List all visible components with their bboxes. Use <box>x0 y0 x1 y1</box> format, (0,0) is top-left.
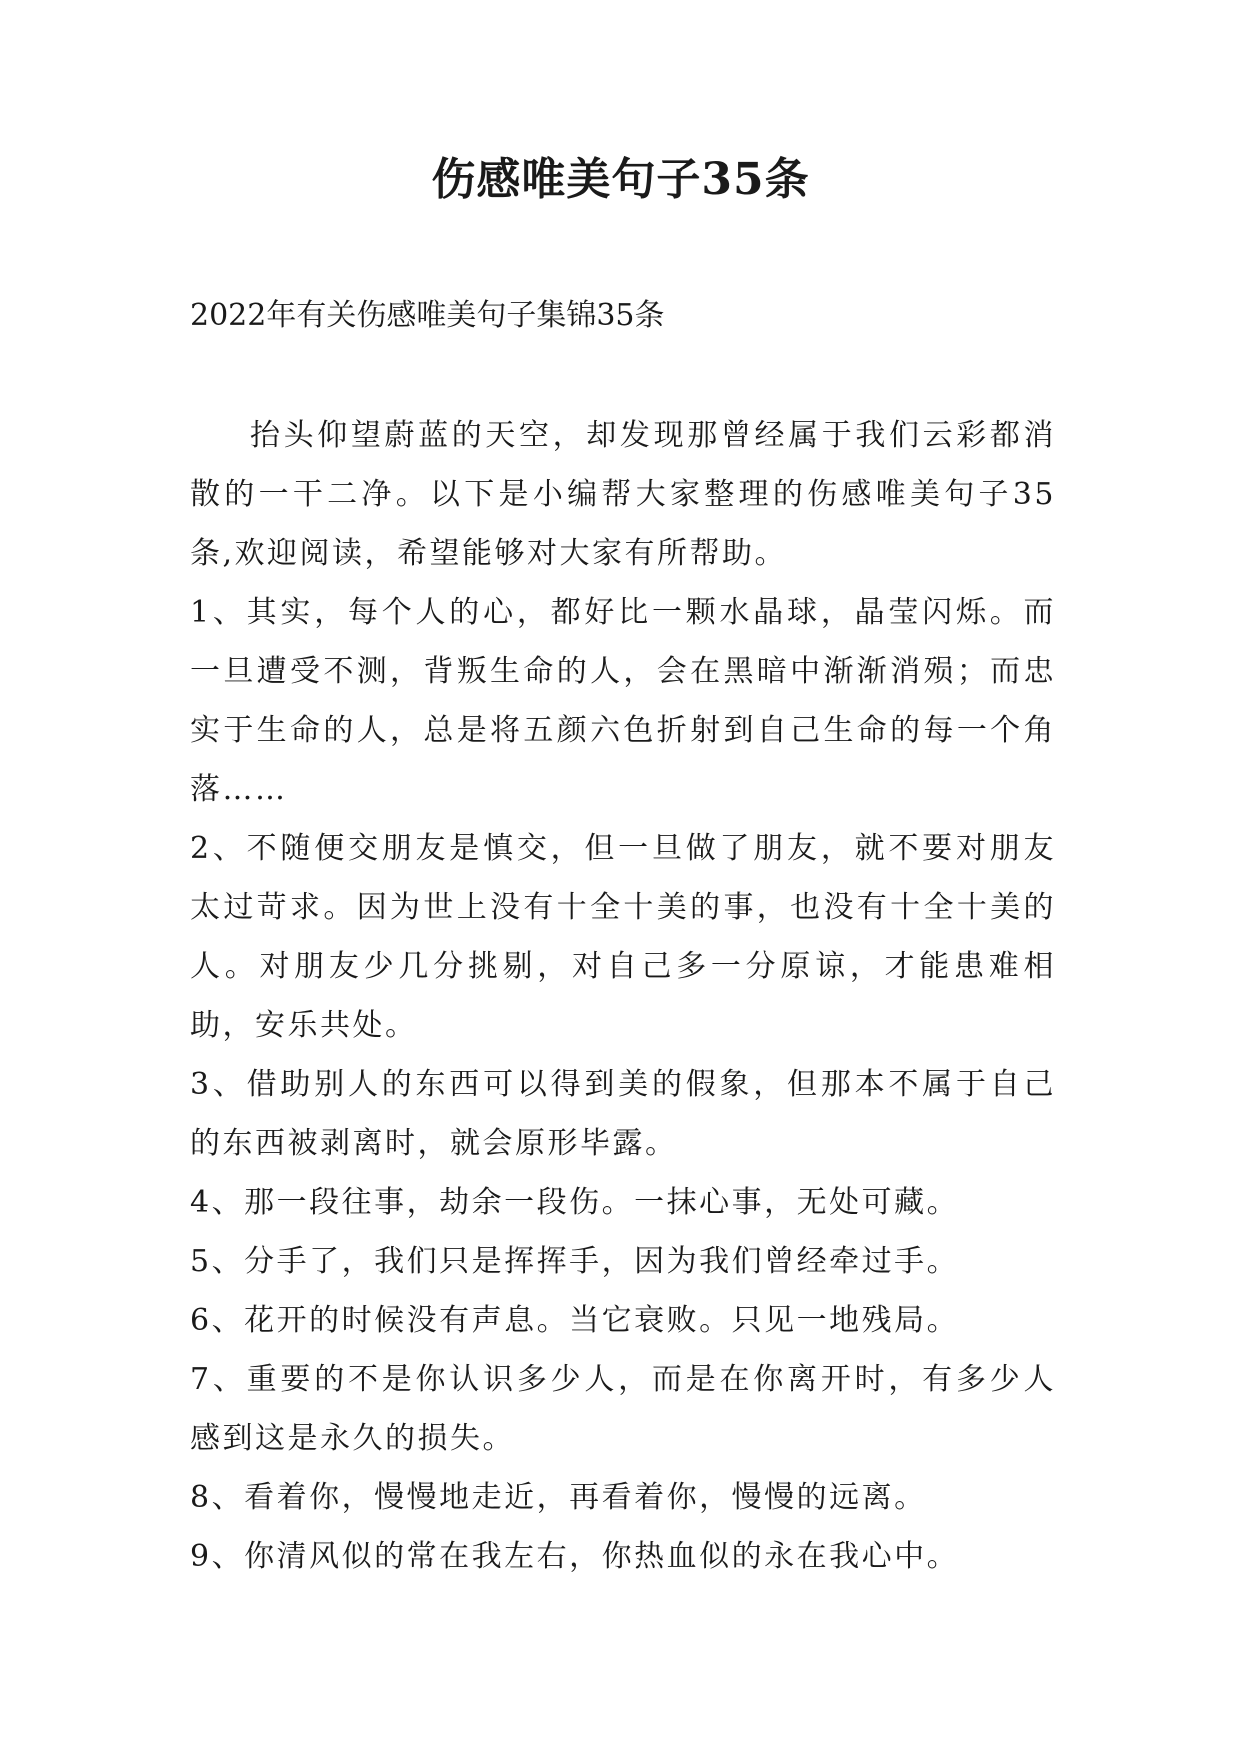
document-title: 伤感唯美句子35条 <box>431 154 810 205</box>
list-item: 5、分手了，我们只是挥挥手，因为我们曾经牵过手。 <box>190 1244 960 1279</box>
list-item: 1、其实，每个人的心，都好比一颗水晶球，晶莹闪烁。而一旦遭受不测，背叛生命的人，会在黑暗中渐渐消殒；而忠实于生命的人，总是将五颜六色折射到自己生命的每一个角落…… <box>190 595 1056 807</box>
list-item: 8、看着你，慢慢地走近，再看着你，慢慢的远离。 <box>190 1480 927 1515</box>
document-body <box>190 406 1056 1586</box>
list-item: 4、那一段往事，劫余一段伤。一抹心事，无处可藏。 <box>190 1185 960 1220</box>
document-subtitle: 2022年有关伤感唯美句子集锦35条 <box>190 298 665 333</box>
intro-paragraph: 抬头仰望蔚蓝的天空，却发现那曾经属于我们云彩都消散的一干二净。以下是小编帮大家整理的伤感唯美句子35条,欢迎阅读，希望能够对大家有所帮助。 <box>190 418 1056 571</box>
list-item: 9、你清风似的常在我左右，你热血似的永在我心中。 <box>190 1539 960 1574</box>
list-item: 7、重要的不是你认识多少人，而是在你离开时，有多少人感到这是永久的损失。 <box>190 1362 1056 1456</box>
list-item: 3、借助别人的东西可以得到美的假象，但那本不属于自己的东西被剥离时，就会原形毕露。 <box>190 1067 1056 1161</box>
list-item: 2、不随便交朋友是慎交，但一旦做了朋友，就不要对朋友太过苛求。因为世上没有十全十美的事，也没有十全十美的人。对朋友少几分挑剔，对自己多一分原谅，才能患难相助，安乐共处。 <box>190 831 1056 1043</box>
list-item: 6、花开的时候没有声息。当它衰败。只见一地残局。 <box>190 1303 960 1338</box>
